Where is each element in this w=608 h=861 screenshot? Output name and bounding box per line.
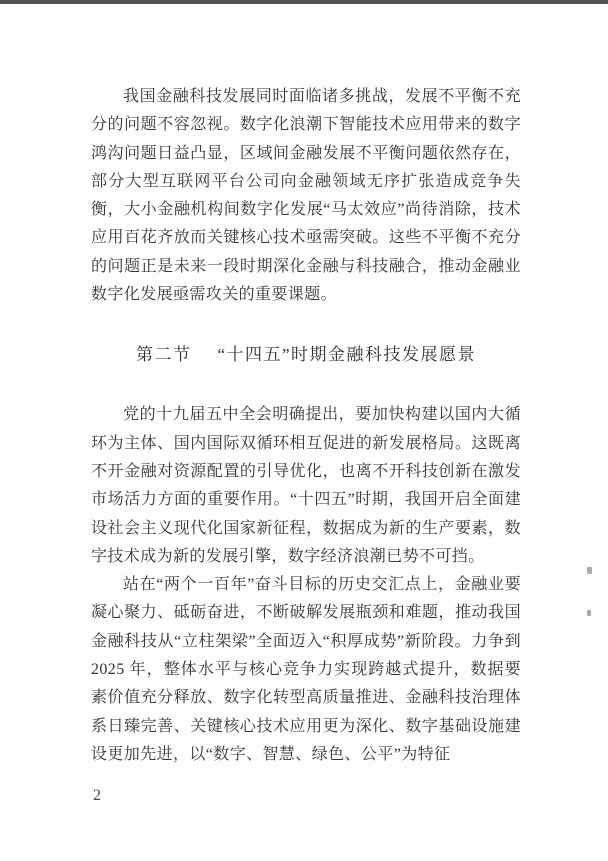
body-paragraph-3: 站在“两个一百年”奋斗目标的历史交汇点上，金融业要凝心聚力、砥砺奋进，不断破解发展瓶颈和难题，推动我国金融科技从“立柱架梁”全面迈入“积厚成势”新阶段。力争到 2025 年，整体水平与核心竞争力实现跨越式提升，数据要素价值充分释放、数字化转型高质量推进、金融科技治理体系日臻完善、关键核心技术应用更为深化、数字基础设施建设更加先进，以“数字、智慧、绿色、公平”为特征 xyxy=(91,576,521,763)
section-number-label: 第二节 xyxy=(135,345,192,365)
section-title: “十四五”时期金融科技发展愿景 xyxy=(217,345,477,365)
scan-edge-top xyxy=(0,0,608,4)
section-heading xyxy=(91,340,521,365)
body-paragraph-2: 党的十九届五中全会明确提出，要加快构建以国内大循环为主体、国内国际双循环相互促进的新发展格局。这既离不开金融对资源配置的引导优化，也离不开科技创新在激发市场活力方面的重要作用。“十四五”时期，我国开启全面建设社会主义现代化国家新征程，数据成为新的生产要素，数字技术成为新的发展引擎，数字经济浪潮已势不可挡。 xyxy=(91,406,521,565)
page-content xyxy=(91,83,521,769)
scan-speck xyxy=(587,567,592,574)
body-paragraph-1: 我国金融科技发展同时面临诸多挑战，发展不平衡不充分的问题不容忽视。数字化浪潮下智能技术应用带来的数字鸿沟问题日益凸显，区域间金融发展不平衡问题依然存在，部分大型互联网平台公司向金融领域无序扩张造成竞争失衡，大小金融机构间数字化发展“马太效应”尚待消除，技术应用百花齐放而关键核心技术亟需突破。这些不平衡不充分的问题正是未来一段时期深化金融与科技融合，推动金融业数字化发展亟需攻关的重要课题。 xyxy=(91,88,521,304)
page-number: 2 xyxy=(93,787,101,804)
scan-speck xyxy=(587,610,591,616)
